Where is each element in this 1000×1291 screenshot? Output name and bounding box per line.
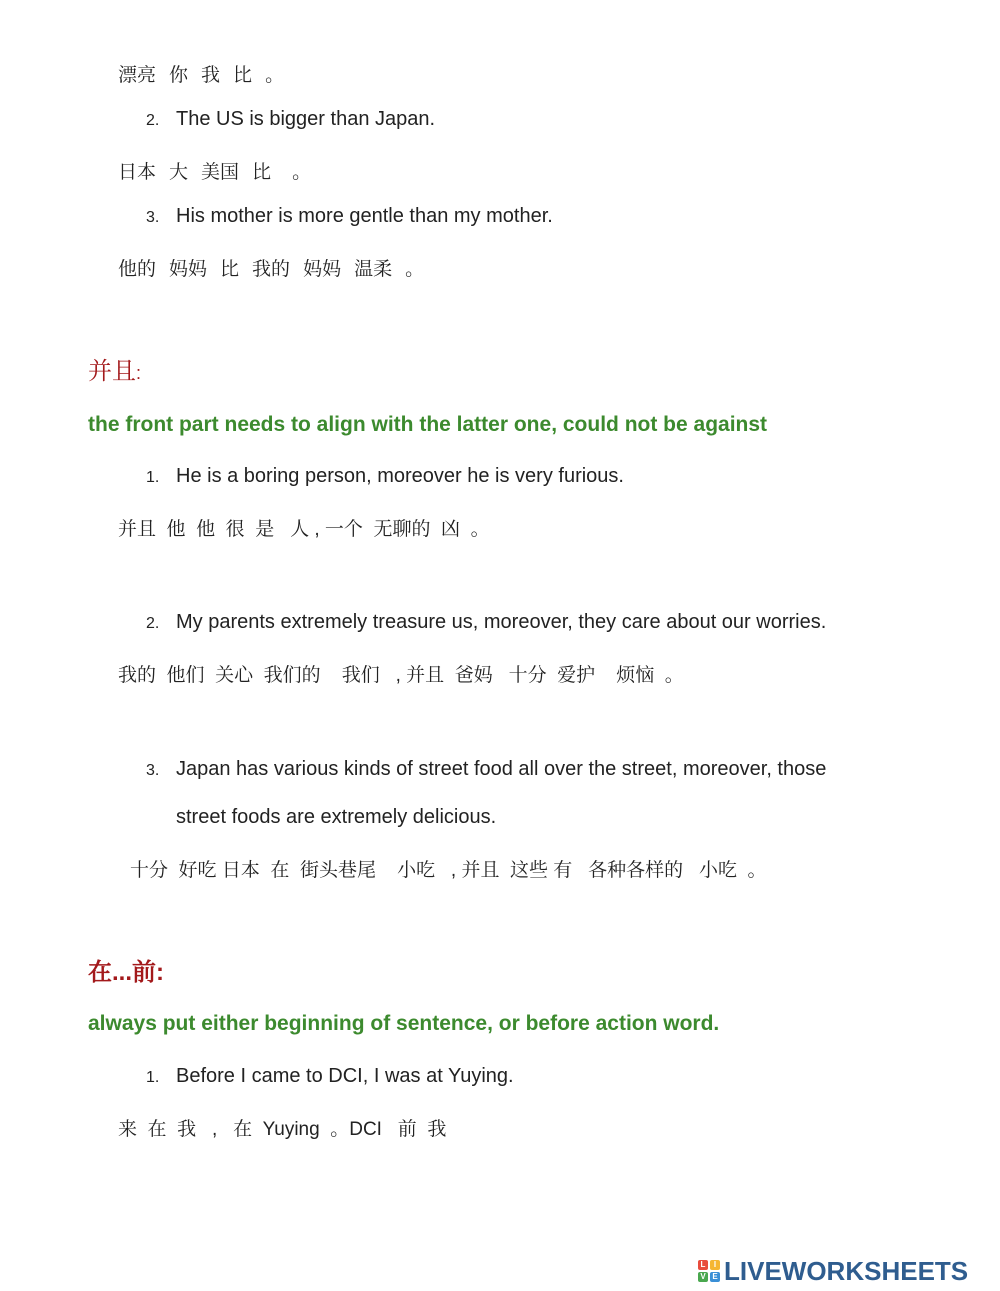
logo-text: LIVEWORKSHEETS	[724, 1255, 969, 1286]
section-heading-before: 在...前:	[88, 959, 164, 986]
cn-answer-line[interactable]: 我的 他们 关心 我们的 我们 , 并且 爸妈 十分 爱护 烦恼 。	[118, 665, 684, 686]
heading-text: 并且	[88, 358, 136, 385]
word-token[interactable]: 比	[220, 259, 240, 280]
word-token[interactable]: 妈妈	[303, 259, 342, 280]
grammar-rule: always put either beginning of sentence, or before action word.	[88, 1012, 720, 1035]
word-token[interactable]: 温柔	[354, 259, 393, 280]
english-sentence-continued: street foods are extremely delicious.	[176, 806, 497, 828]
logo-block: E	[710, 1272, 720, 1282]
english-sentence: My parents extremely treasure us, moreover, they care about our worries.	[176, 611, 827, 633]
word-token[interactable]: 比	[252, 162, 272, 183]
liveworksheets-logo	[698, 1256, 968, 1286]
cn-answer-line[interactable]: 来 在 我 , 在 Yuying 。DCI 前 我	[118, 1119, 447, 1140]
logo-block: L	[698, 1260, 708, 1270]
english-sentence: Before I came to DCI, I was at Yuying.	[176, 1065, 514, 1087]
word-token[interactable]: 美国	[201, 162, 240, 183]
cn-answer-line-2	[118, 157, 324, 184]
item-number: 1.	[146, 469, 160, 486]
item-number: 2.	[146, 112, 160, 129]
logo-block: V	[698, 1272, 708, 1282]
word-token[interactable]: 。	[405, 259, 425, 280]
word-token[interactable]: 。	[292, 162, 312, 183]
english-sentence: The US is bigger than Japan.	[176, 108, 436, 130]
heading-colon: :	[136, 363, 142, 383]
word-token[interactable]: 我	[201, 65, 221, 86]
english-sentence: Japan has various kinds of street food all over the street, moreover, those	[176, 758, 827, 780]
grammar-rule: the front part needs to align with the latter one, could not be against	[88, 413, 768, 436]
word-token[interactable]: 我的	[252, 259, 291, 280]
word-token[interactable]: 大	[169, 162, 189, 183]
item-number: 1.	[146, 1069, 160, 1086]
word-token[interactable]: 你	[169, 65, 189, 86]
word-token[interactable]: 比	[233, 65, 253, 86]
word-token[interactable]: 日本	[118, 162, 157, 183]
cn-answer-line[interactable]: 十分 好吃 日本 在 街头巷尾 小吃 , 并且 这些 有 各种各样的 小吃 。	[130, 860, 767, 881]
section-heading-moreover	[88, 351, 141, 386]
logo-block: I	[710, 1260, 720, 1270]
cn-answer-line-1	[118, 60, 297, 87]
english-sentence: His mother is more gentle than my mother.	[176, 205, 553, 227]
item-number: 2.	[146, 615, 160, 632]
item-number: 3.	[146, 209, 160, 226]
logo-blocks-icon	[698, 1260, 720, 1282]
cn-answer-line-3	[118, 254, 437, 281]
item-number: 3.	[146, 762, 160, 779]
english-sentence: He is a boring person, moreover he is very furious.	[176, 465, 624, 487]
cn-answer-line[interactable]: 并且 他 他 很 是 人 , 一个 无聊的 凶 。	[118, 519, 490, 540]
word-token[interactable]: 他的	[118, 259, 157, 280]
word-token[interactable]: 。	[265, 65, 285, 86]
word-token[interactable]: 漂亮	[118, 65, 157, 86]
word-token[interactable]: 妈妈	[169, 259, 208, 280]
